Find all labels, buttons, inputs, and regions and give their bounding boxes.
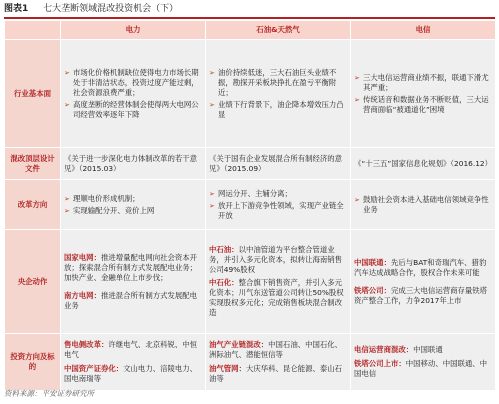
cell-text: 传统话音和数据业务不断贬值，三大运营商面临“被通道化”困境 (363, 94, 489, 114)
cell-oil-actions (206, 230, 351, 334)
cell-text: 实现输配分开、竞价上网 (73, 205, 155, 215)
cell-text: 网运分开、主辅分离； (218, 188, 292, 198)
cell-text: 中国石油、中国石化、洲际油气、潜能恒信等 (209, 340, 343, 359)
arrow-bullet-icon: ➢ (209, 68, 215, 77)
entity-label: 中石油： (209, 245, 239, 254)
header-power: 电力 (61, 21, 206, 40)
figure-label: 图表1 (4, 4, 29, 14)
entity-label: 铁塔公司： (354, 285, 391, 295)
entity-label: 油气管网： (209, 364, 246, 373)
cell-text: 文山电力、涪陵电力、国电南瑞等 (64, 364, 198, 383)
comparison-table (4, 20, 496, 391)
entity-label: 铁塔公司上市： (354, 359, 406, 368)
cell-oil-investment (206, 334, 351, 391)
cell-power-direction (61, 180, 206, 230)
row-head-policy-docs: 混改顶层设计文件 (5, 148, 61, 180)
cell-telecom-actions (351, 230, 496, 334)
cell-text: 三大电信运营商业绩不振，联通下滑尤其严重； (363, 72, 489, 92)
table-row (5, 148, 496, 180)
row-head-soe-actions: 央企动作 (5, 230, 61, 334)
table-row (5, 334, 496, 391)
cell-text: 许继电气、北京科锐、中恒电气 (64, 340, 198, 359)
cell-telecom-fundamentals (351, 40, 496, 148)
entity-label: 中国资产证券化： (64, 364, 124, 373)
arrow-bullet-icon: ➢ (209, 201, 215, 210)
entity-label: 电信运营商混改： (354, 345, 414, 354)
header-oil-gas: 石油&天然气 (206, 21, 351, 40)
cell-text: 先后与BAT和奇瑞汽车、猎豹汽车达成战略合作，股权合作未来可能 (354, 257, 487, 277)
arrow-bullet-icon: ➢ (64, 100, 70, 109)
cell-power-policy: 《关于进一步深化电力体制改革的若干意见》（2015.03） (61, 148, 206, 180)
entity-label: 南方电网： (64, 290, 101, 300)
arrow-bullet-icon: ➢ (64, 206, 70, 215)
cell-text: 市场化价格机制缺位使得电力市场长期处于非清洁状态，投资过度产能过剩，社会资源浪费严重； (73, 67, 199, 97)
cell-power-actions (61, 230, 206, 334)
cell-power-investment (61, 334, 206, 391)
entity-label: 油气产业链混改： (209, 340, 269, 349)
cell-text: 中国联通 (413, 345, 443, 354)
arrow-bullet-icon: ➢ (209, 100, 215, 109)
row-head-investment: 投资方向及标的 (5, 334, 61, 391)
table-row (5, 230, 496, 334)
cell-telecom-policy: 《“十三五”国家信息化规划》（2016.12） (351, 148, 496, 180)
cell-telecom-direction (351, 180, 496, 230)
entity-label: 国家电网： (64, 252, 101, 262)
cell-text: 高度垄断的经营体制会使得两大电网公司经营效率逐年下降 (73, 99, 199, 119)
cell-text: 鼓励社会资本进入基础电信领域竞争性业务 (363, 194, 489, 214)
header-row (5, 21, 496, 40)
entity-label: 中国联通： (354, 257, 391, 267)
header-telecom: 电信 (351, 21, 496, 40)
figure-title (4, 2, 495, 16)
cell-text: 整合旗下销售资产，并引入多元化资本；川气东送管道公司转让50%股权实现股权多元化；完成销售板块混合制改造 (209, 278, 344, 317)
entity-label: 中石化： (209, 278, 239, 287)
entity-label: 售电侧改革： (64, 340, 109, 349)
row-head-reform-direction: 改革方向 (5, 180, 61, 230)
cell-text: 推进增量配电网向社会资本开放；探索混合所有制方式发展配电业务；加快产业、金融单位上市步伐； (64, 252, 198, 282)
cell-oil-fundamentals (206, 40, 351, 148)
table-row (5, 40, 496, 148)
cell-text: 推进混合所有制方式发展配电业务 (64, 290, 198, 310)
cell-text: 理顺电价形成机制； (73, 193, 140, 203)
cell-text: 业绩下行背景下，油企降本增效压力凸显 (218, 99, 344, 119)
cell-telecom-investment (351, 334, 496, 391)
arrow-bullet-icon: ➢ (354, 195, 360, 204)
cell-text: 中国移动、中国联通、中国电信 (354, 359, 488, 378)
header-corner (5, 21, 61, 40)
arrow-bullet-icon: ➢ (354, 73, 360, 82)
cell-oil-policy: 《关于国有企业发展混合所有制经济的意见》（2015.09） (206, 148, 351, 180)
cell-oil-direction (206, 180, 351, 230)
cell-text: 以中油管道为平台整合管道业务，并引入多元化资本，拟转让海南销售公司49%股权 (209, 245, 343, 274)
arrow-bullet-icon: ➢ (64, 194, 70, 203)
figure-title-text: 七大垄断领域混改投资机会（下） (43, 4, 179, 14)
cell-text: 油价持续低迷，三大石油巨头业绩不振，勘探开采板块挣扎在盈亏平衡附近； (218, 67, 337, 97)
cell-text: 大庆华科、昆仑能源、泰山石油等 (209, 364, 343, 383)
cell-text: 完成三大电信运营商存量铁塔资产整合工作，力争2017年上市 (354, 285, 488, 305)
arrow-bullet-icon: ➢ (64, 68, 70, 77)
source-note: 资料来源：平安证券研究所 (4, 389, 94, 398)
title-divider (4, 17, 495, 19)
arrow-bullet-icon: ➢ (209, 189, 215, 198)
arrow-bullet-icon: ➢ (354, 95, 360, 104)
row-head-fundamentals: 行业基本面 (5, 40, 61, 148)
cell-text: 放开上下游竞争性领域，实现产业链全开放 (218, 200, 344, 220)
cell-power-fundamentals (61, 40, 206, 148)
table-row (5, 180, 496, 230)
